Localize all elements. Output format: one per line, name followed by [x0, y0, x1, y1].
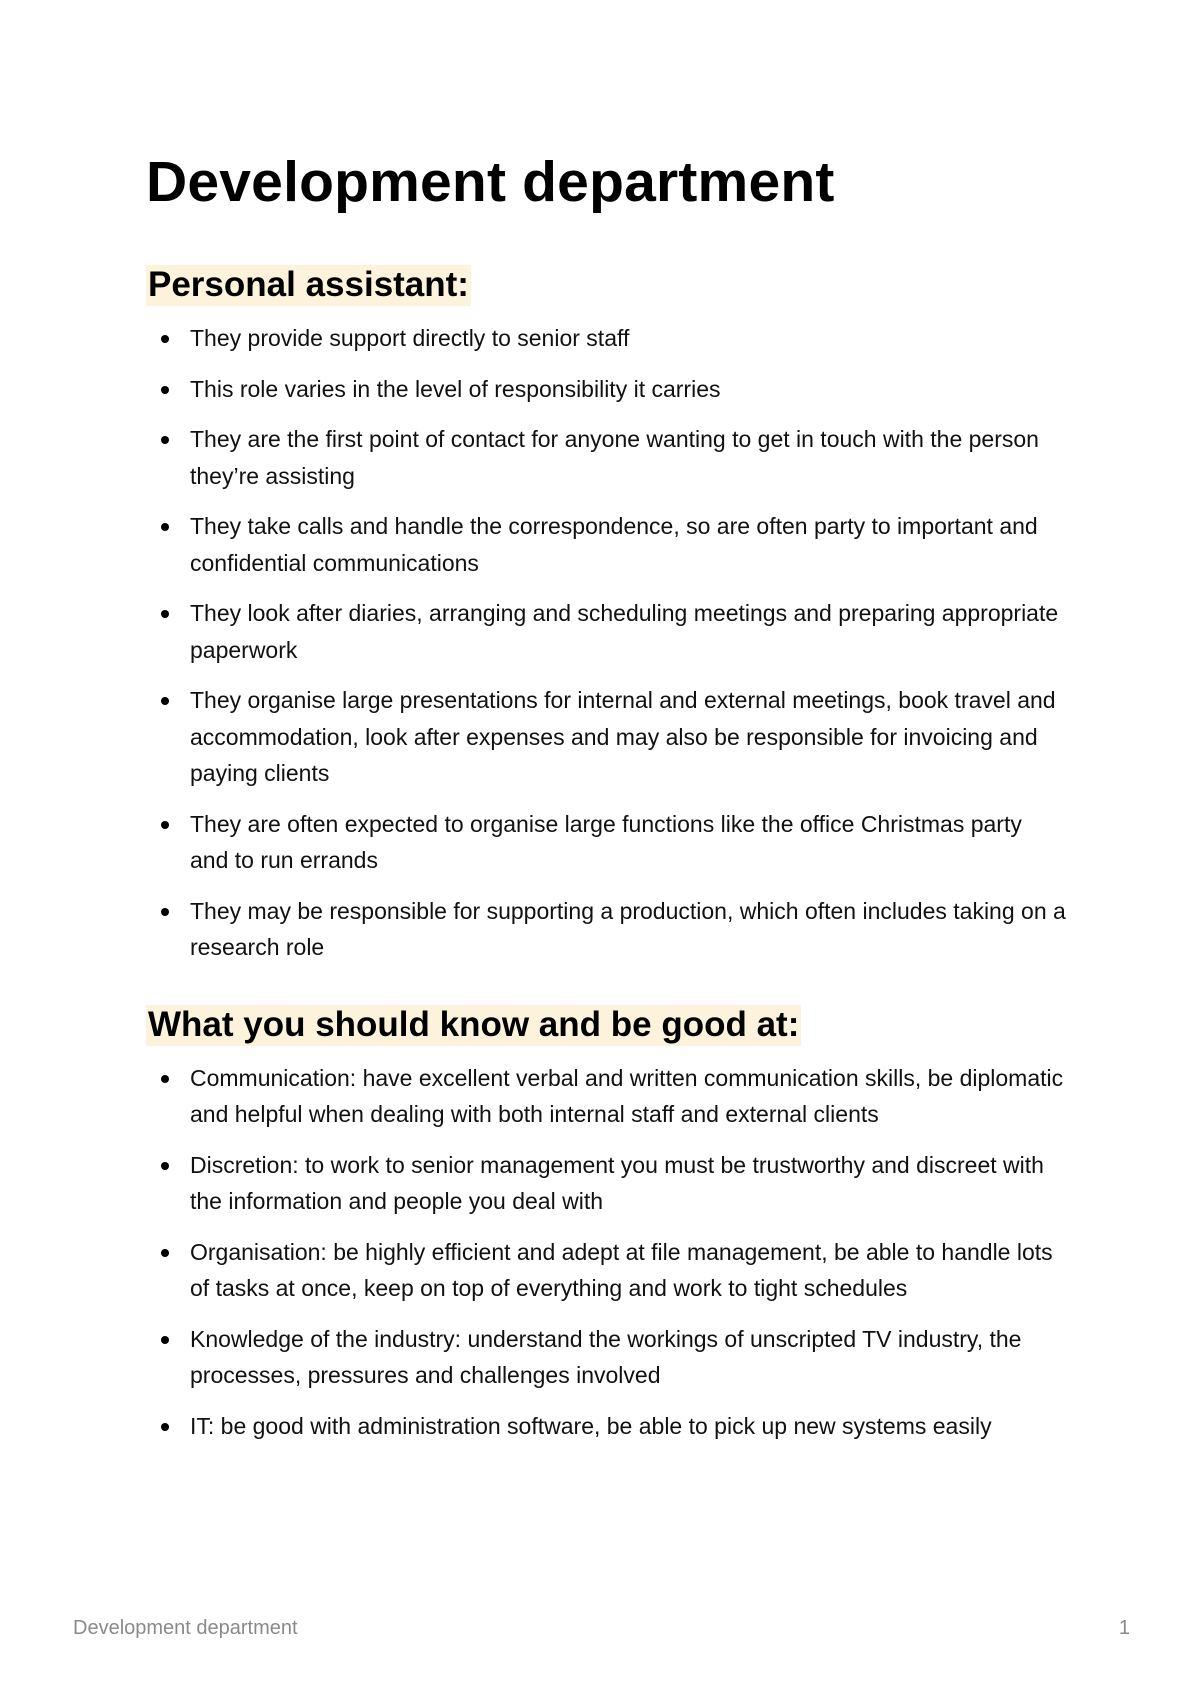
- list-item: [146, 508, 1066, 581]
- bullet-list-skills: [146, 1060, 1066, 1445]
- list-item-text: They are the first point of contact for anyone wanting to get in touch with the person they’re assisting: [190, 426, 1039, 489]
- bullet-icon: [161, 1075, 169, 1083]
- bullet-list-personal-assistant: [146, 320, 1066, 966]
- list-item-text: They organise large presentations for internal and external meetings, book travel and accommodation, look after expenses and may also be responsible for invoicing and paying clients: [190, 687, 1056, 786]
- list-item-text: Organisation: be highly efficient and adept at file management, be able to handle lots of tasks at once, keep on top of everything and work to tight schedules: [190, 1238, 1053, 1301]
- section-heading-skills: [146, 1002, 1066, 1048]
- list-item-text: They are often expected to organise large functions like the office Christmas party and to run errands: [190, 810, 1022, 873]
- footer-document-title: Development department: [73, 1617, 298, 1639]
- list-item: [146, 893, 1066, 966]
- bullet-icon: [161, 386, 169, 394]
- list-item: [146, 1060, 1066, 1133]
- bullet-icon: [161, 1423, 169, 1431]
- bullet-icon: [161, 523, 169, 531]
- list-item: [146, 371, 1066, 408]
- bullet-icon: [161, 335, 169, 343]
- list-item-text: Knowledge of the industry: understand the workings of unscripted TV industry, the processes, pressures and challenges involved: [190, 1325, 1022, 1388]
- bullet-icon: [161, 1336, 169, 1344]
- list-item: [146, 682, 1066, 792]
- section-heading-personal-assistant: [146, 262, 1066, 308]
- document-body: [146, 140, 1066, 1458]
- bullet-icon: [161, 1162, 169, 1170]
- list-item-text: They look after diaries, arranging and scheduling meetings and preparing appropriate paperwork: [190, 600, 1059, 663]
- list-item: [146, 1147, 1066, 1220]
- bullet-icon: [161, 697, 169, 705]
- list-item-text: IT: be good with administration software, be able to pick up new systems easily: [190, 1412, 992, 1439]
- list-item: [146, 1234, 1066, 1307]
- list-item-text: They take calls and handle the correspondence, so are often party to important and confidential communications: [190, 513, 1038, 576]
- bullet-icon: [161, 908, 169, 916]
- list-item: [146, 1408, 1066, 1445]
- page-title: Development department: [146, 150, 835, 214]
- list-item: [146, 320, 1066, 357]
- section-heading-text: Personal assistant:: [148, 265, 469, 304]
- footer-page-number: 1: [1118, 1617, 1130, 1639]
- list-item-text: This role varies in the level of responsibility it carries: [190, 375, 721, 402]
- list-item: [146, 595, 1066, 668]
- list-item: [146, 421, 1066, 494]
- list-item: [146, 806, 1066, 879]
- list-item-text: They provide support directly to senior staff: [190, 325, 630, 351]
- list-item: [146, 1321, 1066, 1394]
- list-item-text: Discretion: to work to senior management you must be trustworthy and discreet with the information and people you deal with: [190, 1151, 1044, 1214]
- list-item-text: Communication: have excellent verbal and written communication skills, be diplomatic and helpful when dealing with both internal staff and external clients: [190, 1064, 1064, 1127]
- bullet-icon: [161, 436, 169, 444]
- bullet-icon: [161, 821, 169, 829]
- list-item-text: They may be responsible for supporting a production, which often includes taking on a research role: [190, 897, 1066, 960]
- bullet-icon: [161, 610, 169, 618]
- bullet-icon: [161, 1249, 169, 1257]
- section-heading-text: What you should know and be good at:: [148, 1004, 800, 1044]
